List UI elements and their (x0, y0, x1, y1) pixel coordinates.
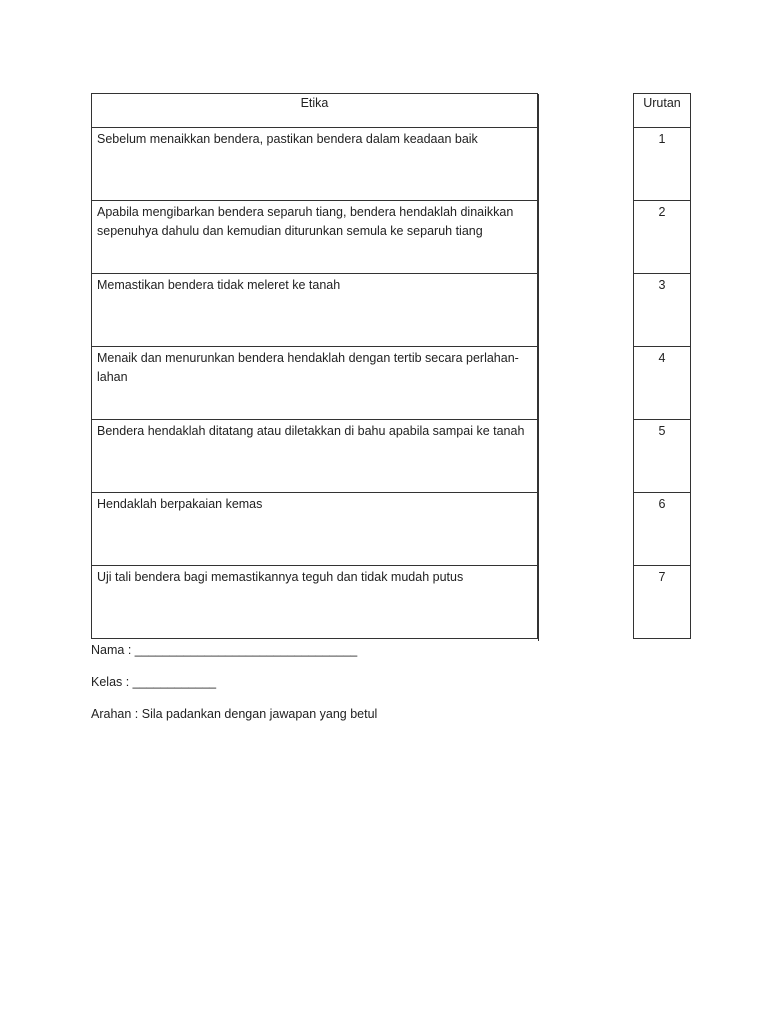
etika-table (91, 93, 538, 639)
etika-cell: Memastikan bendera tidak meleret ke tanah (92, 274, 538, 347)
etika-cell: Sebelum menaikkan bendera, pastikan bendera dalam keadaan baik (92, 128, 538, 201)
urutan-cell: 2 (634, 201, 691, 274)
etika-cell: Apabila mengibarkan bendera separuh tiang, bendera hendaklah dinaikkan sepenuhya dahulu dan kemudian diturunkan semula ke separuh tiang (92, 201, 538, 274)
etika-cell: Bendera hendaklah ditatang atau diletakkan di bahu apabila sampai ke tanah (92, 420, 538, 493)
urutan-cell: 6 (634, 493, 691, 566)
urutan-cell: 3 (634, 274, 691, 347)
urutan-cell: 1 (634, 128, 691, 201)
matching-gap-line (538, 94, 539, 641)
etika-header: Etika (92, 94, 538, 128)
urutan-cell: 5 (634, 420, 691, 493)
urutan-header: Urutan (634, 94, 691, 128)
arahan-instruction: Arahan : Sila padankan dengan jawapan yang betul (91, 707, 378, 721)
nama-field: Nama : ________________________________ (91, 643, 358, 657)
etika-cell: Menaik dan menurunkan bendera hendaklah dengan tertib secara perlahan-lahan (92, 347, 538, 420)
etika-cell: Uji tali bendera bagi memastikannya teguh dan tidak mudah putus (92, 566, 538, 639)
urutan-table (633, 93, 691, 639)
urutan-cell: 4 (634, 347, 691, 420)
kelas-field: Kelas : ____________ (91, 675, 217, 689)
urutan-cell: 7 (634, 566, 691, 639)
etika-cell: Hendaklah berpakaian kemas (92, 493, 538, 566)
